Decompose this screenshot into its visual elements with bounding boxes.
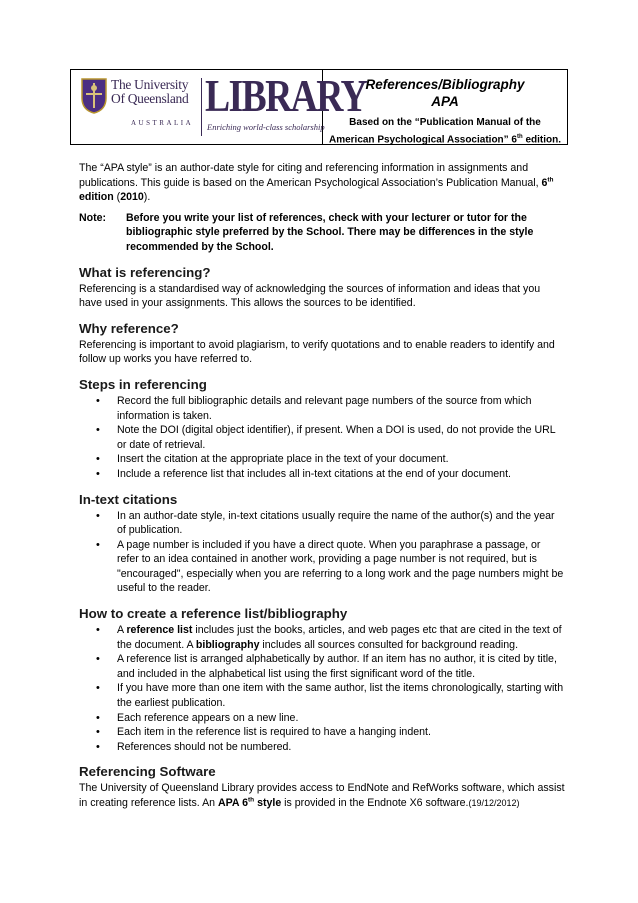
intro-paragraph: The “APA style” is an author-date style for citing and referencing information in assignments and publications. This guide is based on the American Psychological Association’s Publication Manual, 6th edition (2010).: [79, 162, 554, 204]
university-name: [111, 78, 188, 106]
list-item: • A page number is included if you have a direct quote. When you paraphrase a passage, or refer to an idea contained in another work, providing a page number is not required, but is "encouraged", especially when you are referring to a long work and the page numbers might be useful to the reader.: [79, 538, 565, 596]
university-name-line2: Of Queensland: [111, 91, 189, 106]
heading-steps: Steps in referencing: [79, 376, 207, 392]
list-item: • In an author-date style, in-text citations usually require the name of the author(s) and the year of publication.: [79, 509, 565, 538]
header-box: [70, 69, 568, 145]
note-label: Note:: [79, 211, 107, 224]
list-item: • Each item in the reference list is required to have a hanging indent.: [79, 725, 565, 740]
note-text: Before you write your list of references, check with your lecturer or tutor for the bibliographic style preferred by the School. There may be differences in the style recommended by the School.: [126, 211, 534, 253]
page-subtitle-line1: Based on the “Publication Manual of the: [349, 117, 541, 128]
logo-divider: [201, 78, 202, 136]
library-logo: [71, 70, 367, 144]
how-to-list: [79, 623, 565, 754]
document-date: (19/12/2012): [468, 798, 520, 808]
heading-why-reference: Why reference?: [79, 320, 179, 336]
steps-list: [79, 394, 565, 482]
library-tagline: Enriching world-class scholarship: [207, 122, 325, 132]
list-item: • Include a reference list that includes all in-text citations at the end of your document.: [79, 467, 565, 482]
list-item: • If you have more than one item with the same author, list the items chronologically, starting with the earliest publication.: [79, 681, 565, 710]
library-wordmark: LIBRARY: [205, 70, 367, 121]
page-subtitle-line2: American Psychological Association” 6th edition.: [328, 134, 562, 146]
list-item: • Record the full bibliographic details and relevant page numbers of the source from which information is taken.: [79, 394, 565, 423]
in-text-list: [79, 509, 565, 597]
heading-what-is-referencing: What is referencing?: [79, 264, 211, 280]
university-country: AUSTRALIA: [131, 119, 194, 127]
list-item: • A reference list is arranged alphabetically by author. If an item has no author, it is cited by title, and included in the alphabetical list using the first significant word of the title.: [79, 652, 565, 681]
heading-in-text-citations: In-text citations: [79, 491, 178, 507]
note-block: [79, 211, 565, 255]
page-title-line1: References/Bibliography: [365, 77, 525, 92]
uq-crest-icon: [81, 78, 107, 114]
list-item: • Note the DOI (digital object identifier), if present. When a DOI is used, do not provide the URL or date of retrieval.: [79, 423, 565, 452]
paragraph-what-is-referencing: Referencing is a standardised way of acknowledging the sources of information and ideas that you have used in your assignments. This allows the sources to be identified.: [79, 282, 541, 310]
list-item: • Each reference appears on a new line.: [79, 711, 565, 726]
paragraph-referencing-software: The University of Queensland Library provides access to EndNote and RefWorks software, which assist in creating reference lists. An APA 6th style is provided in the Endnote X6 software.(19/12/2012): [79, 782, 565, 809]
document-body: [79, 161, 565, 811]
page-title-line2: APA: [431, 94, 459, 109]
heading-how-to-create: How to create a reference list/bibliography: [79, 606, 348, 622]
heading-referencing-software: Referencing Software: [79, 764, 216, 780]
list-item: • References should not be numbered.: [79, 740, 565, 755]
paragraph-why-reference: Referencing is important to avoid plagiarism, to verify quotations and to enable readers to identify and follow up works you have referred to.: [79, 338, 555, 366]
university-name-line1: The University: [111, 77, 189, 92]
list-item: • Insert the citation at the appropriate place in the text of your document.: [79, 452, 565, 467]
list-item: • A reference list includes just the books, articles, and web pages etc that are cited in the text of the document. A bibliography includes all sources consulted for background reading.: [79, 623, 565, 652]
